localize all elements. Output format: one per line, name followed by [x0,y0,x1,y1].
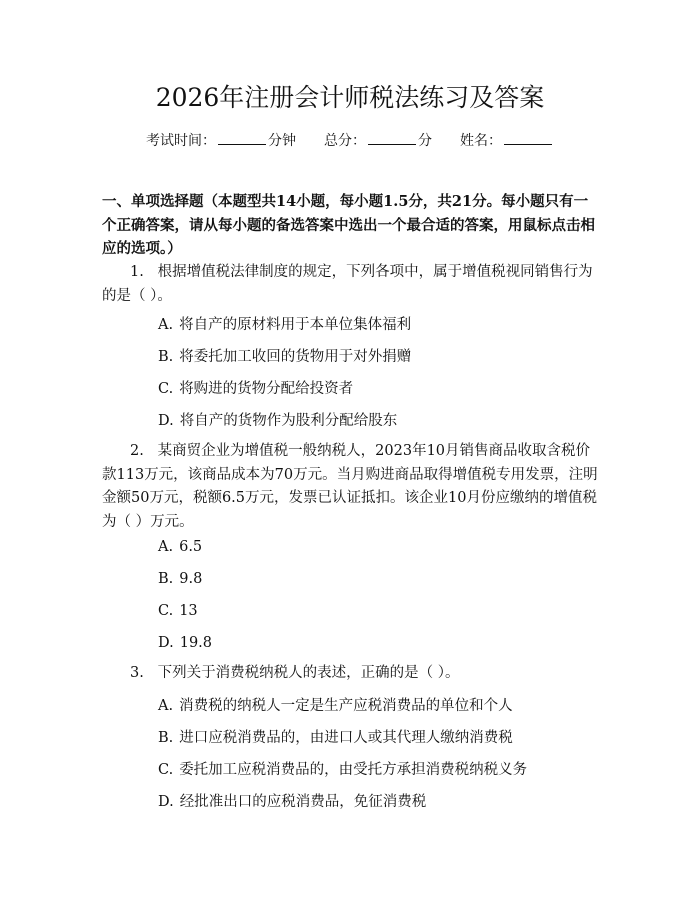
time-unit: 分钟 [268,133,296,149]
time-blank [218,130,266,145]
option-1c[interactable] [158,379,598,399]
option-letter: C. [158,381,174,397]
total-score [324,130,432,151]
option-letter: A. [158,539,174,555]
option-2a[interactable] [158,537,598,557]
time-label: 考试时间： [146,133,216,149]
option-text: 将委托加工收回的货物用于对外捐赠 [179,349,412,365]
question-3 [102,662,602,686]
question-number: 2. [130,443,144,459]
option-2d[interactable] [158,633,598,653]
score-blank [368,130,416,145]
question-number: 1. [130,264,144,280]
option-3a[interactable] [158,696,598,716]
option-letter: D. [158,635,174,651]
exam-time [146,130,296,151]
option-text: 进口应税消费品的，由进口人或其代理人缴纳消费税 [179,730,513,746]
option-letter: D. [158,794,174,810]
question-1 [102,261,602,308]
option-text: 9.8 [179,571,203,587]
option-text: 将自产的货物作为股利分配给股东 [179,413,398,429]
option-letter: B. [158,349,174,365]
question-text: 某商贸企业为增值税一般纳税人，2023年10月销售商品收取含税价款113万元，该商品成本为70万元。当月购进商品取得增值税专用发票，注明金额50万元，税额6.5万元，发票已认证抵扣。该企业10月份应缴纳的增值税为（ ）万元。 [102,443,598,530]
page-title: 2026年注册会计师税法练习及答案 [155,83,545,112]
question-text: 下列关于消费税纳税人的表述，正确的是（ ）。 [157,665,460,681]
option-text: 将自产的原材料用于本单位集体福利 [179,317,412,333]
name-label: 姓名： [460,133,502,149]
score-label: 总分： [324,133,366,149]
section-heading: 一、单项选择题（本题型共14小题，每小题1.5分，共21分。每小题只有一个正确答案，请从每小题的备选答案中选出一个最合适的答案，用鼠标点击相应的选项。） [102,193,595,257]
option-letter: C. [158,603,174,619]
option-letter: A. [158,698,174,714]
option-text: 消费税的纳税人一定是生产应税消费品的单位和个人 [179,698,513,714]
option-3c[interactable] [158,760,598,780]
option-text: 19.8 [179,635,213,651]
option-3d[interactable] [158,792,598,812]
question-text: 根据增值税法律制度的规定，下列各项中，属于增值税视同销售行为的是（ ）。 [102,264,593,304]
option-2c[interactable] [158,601,598,621]
score-unit: 分 [418,133,432,149]
candidate-name [460,130,554,151]
option-2b[interactable] [158,569,598,589]
exam-meta [0,130,700,151]
option-text: 6.5 [179,539,203,555]
option-text: 将购进的货物分配给投资者 [179,381,354,397]
option-1a[interactable] [158,315,598,335]
option-3b[interactable] [158,728,598,748]
option-letter: D. [158,413,174,429]
option-letter: A. [158,317,174,333]
option-1d[interactable] [158,411,598,431]
question-2 [102,440,602,534]
question-number: 3. [130,665,144,681]
name-blank [504,130,552,145]
option-letter: B. [158,571,174,587]
option-text: 13 [179,603,198,619]
option-text: 委托加工应税消费品的，由受托方承担消费税纳税义务 [179,762,528,778]
option-1b[interactable] [158,347,598,367]
option-letter: B. [158,730,174,746]
option-letter: C. [158,762,174,778]
option-text: 经批准出口的应税消费品，免征消费税 [179,794,427,810]
